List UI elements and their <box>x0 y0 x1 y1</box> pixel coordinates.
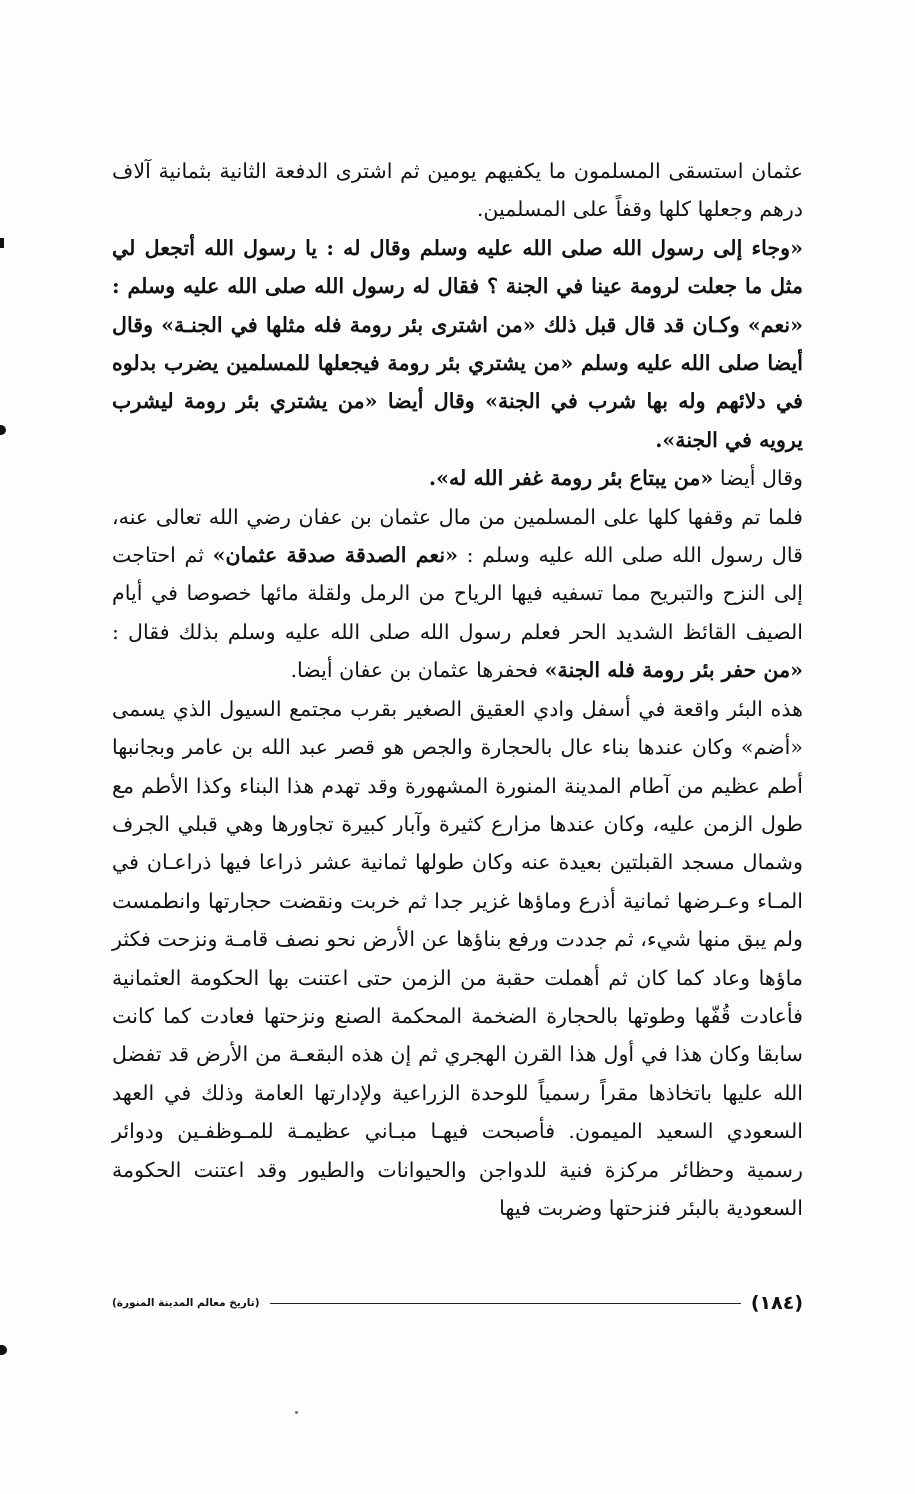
text-run: عثمان استسقى المسلمون ما يكفيهم يومين ثم اشترى الدفعة الثانية بثمانية آلاف درهم وجعلها كلها وقفاً على المسلمين. <box>112 159 803 222</box>
body-text <box>112 152 803 1227</box>
scan-margin-mark <box>0 238 4 248</box>
scan-margin-mark <box>0 425 6 435</box>
scan-speck <box>295 1411 298 1414</box>
paragraph-1 <box>112 152 803 229</box>
paragraph-3 <box>112 459 803 497</box>
text-run-bold: «من يبتاع بئر رومة غفر الله له». <box>428 466 714 491</box>
page-footer <box>112 1288 803 1318</box>
footer-rule <box>270 1303 741 1304</box>
text-run-bold: «وجاء إلى رسول الله صلى الله عليه وسلم وقال له : يا رسول الله أتجعل لي مثل ما جعلت لرومة عينا في الجنة ؟ فقال له رسول الله صلى الله عليه وسلم : «نعم» وكـان قد قال قبل ذلك «من اشترى بئر رومة فله مثلها في الجنـة» وقال أيضا صلى الله عليه وسلم «من يشتري بئر رومة فيجعلها للمسلمين يضرب بدلوه في دلائهم وله بها شرب في الجنة» وقال أيضا «من يشتري بئر رومة ليشرب يرويه في الجنة». <box>112 235 803 452</box>
paragraph-4 <box>112 498 803 690</box>
paragraph-2 <box>112 229 803 459</box>
text-run: ثم احتاجت إلى النزح والتبريح مما تسفيه فيها الرياح من الرمل ولقلة مائها خصوصا في أيام الصيف القائظ الشديد الحر فعلم رسول الله صلى الله عليه وسلم بذلك فقال : <box>112 543 803 644</box>
text-run: وقال أيضا <box>713 466 803 491</box>
text-run-bold: «نعم الصدقة صدقة عثمان» <box>212 543 458 568</box>
text-run: هذه البئر واقعة في أسفل وادي العقيق الصغير بقرب مجتمع السيول الذي يسمى «أضم» وكان عندها بناء عال بالحجارة والجص هو قصر عبد الله بن عامر وبجانبها أطم عظيم من آطام المدينة المنورة المشهورة وقد تهدم هذا البناء وكذا الأطم مع طول الزمن عليه، وكان عندها مزارع كثيرة وآبار كبيرة تجاورها وهي قبلي الجرف وشمال مسجد القبلتين بعيدة عنه وكان طولها ثمانية عشر ذراعا فيها ذراعـان في المـاء وعـرضها ثمانية أذرع وماؤها غزير جدا ثم خربت ونقضت حجارتها وانطمست ولم يبق منها شيء، ثم جددت ورفع بناؤها عن الأرض نحو نصف قامـة ونزحت فكثر ماؤها وعاد كما كان ثم أهملت حقبة من الزمن حتى اعتنت بها الحكومة العثمانية فأعادت قُفّها وطوتها بالحجارة الضخمة المحكمة الصنع ونزحتها فعادت كما كانت سابقا وكان هذا في أول هذا القرن الهجري ثم إن هذه البقعـة من الأرض قد تفضل الله عليها باتخاذها مقراً رسمياً للوحدة الزراعية ولإدارتها العامة وذلك في العهد السعودي السعيد الميمون. فأصبحت فيهـا مبـاني عظيمـة للمـوظفـين ودوائر رسمية وحظائر مركزة فنية للدواجن والحيوانات والطيور وقد اعتنت الحكومة السعودية بالبئر فنزحتها وضربت فيها <box>112 696 803 1220</box>
text-run: فحفرها عثمان بن عفان أيضا. <box>290 658 545 683</box>
text-run-bold: «من حفر بئر رومة فله الجنة» <box>544 658 803 683</box>
text-run: فلما تم وقفها كلها على المسلمين من مال عثمان بن عفان رضي الله تعالى عنه، قال رسول الله صلى الله عليه وسلم : <box>112 504 803 568</box>
scan-margin-mark <box>0 1345 7 1355</box>
page-number: (١٨٤) <box>750 1292 803 1314</box>
paragraph-5 <box>112 690 803 1228</box>
running-title: (تاريخ معالم المدينة المنورة) <box>112 1297 260 1309</box>
